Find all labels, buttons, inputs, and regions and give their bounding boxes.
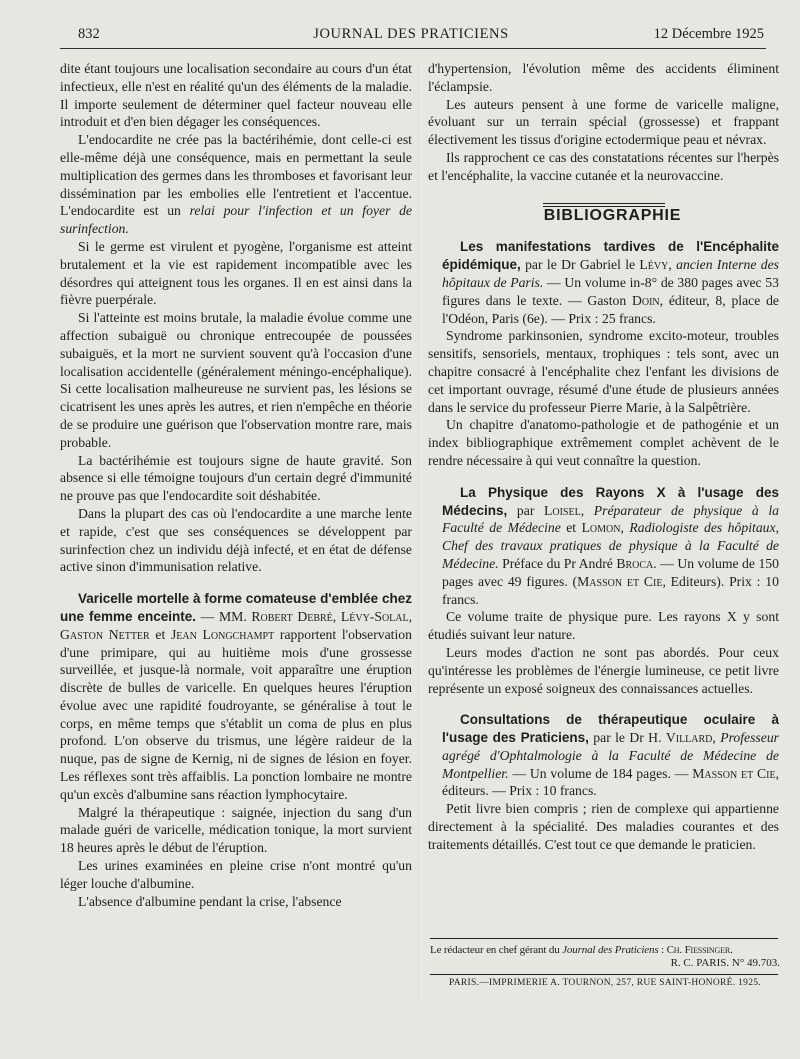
bibliography-entry <box>428 484 779 698</box>
article-title: Varicelle mortelle à forme comateuse d'emblée chez une femme enceinte. <box>60 591 412 624</box>
header-rule <box>60 48 766 49</box>
left-column <box>60 60 412 910</box>
paragraph: Malgré la thérapeutique : saignée, injection du sang d'un malade guéri de varicelle, médication tonique, la mort survient 18 heures après le début de l'éruption. <box>60 804 412 856</box>
paragraph: L'absence d'albumine pendant la crise, l'absence <box>78 893 342 909</box>
footer-rule <box>430 974 778 975</box>
book-title: Consultations de thérapeutique oculaire à l'usage des Praticiens, <box>442 712 779 746</box>
paragraph: d'hypertension, l'évolution même des accidents éliminent l'éclampsie. <box>428 61 779 94</box>
bibliography-entry <box>428 238 779 469</box>
review-text: Syndrome parkinsonien, syndrome excito-moteur, troubles sensitifs, sensoriels, mentaux, trophiques : tels sont, avec un chapitre consacré à l'encéphalite chez l'enfant les divisions de cet important ouvrage, résumé d'une étude de plusieurs années dans le service du professeur Pierre Marie, à la Salpêtrière. <box>428 328 779 415</box>
paragraph: Dans la plupart des cas où l'endocardite a une marche lente et rapide, c'est que ses conséquences se développent par surinfection chez un individu déjà infecté, et en état de défense active sinon d'immunisation relative. <box>60 505 412 575</box>
paragraph: Les auteurs pensent à une forme de varicelle maligne, évoluant sur un terrain spécial (grossesse) et frappant électivement les tissus d'origine ectodermique peau et névrax. <box>428 96 779 148</box>
printer-imprint: PARIS.—IMPRIMERIE A. TOURNON, 257, RUE SAINT-HONORÉ. 1925. <box>449 978 761 988</box>
paragraph: Ils rapprochent ce cas des constatations récentes sur l'herpès et l'encéphalite, la vaccine cutanée et la neurovaccine. <box>428 149 779 183</box>
review-text: Un chapitre d'anatomo-pathologie et de pathogénie et un index bibliographique extrêmement complet achèvent de le rendre nécessaire à qui veut connaître la question. <box>428 417 779 468</box>
column-gutter <box>418 60 419 1000</box>
review-text: Petit livre bien compris ; rien de complexe qui appartienne directement à la spécialité. Des maladies courantes et des traitements détaillés. C'est tout ce que demande le praticien. <box>428 801 779 852</box>
paragraph: La bactérihémie est toujours signe de haute gravité. Son absence si elle témoigne toujours d'un certain degré d'immunité ne prouve pas que l'endocardite soit déshabitée. <box>60 452 412 504</box>
author: Lévy <box>639 257 669 273</box>
author: Loisel <box>544 502 581 518</box>
paragraph: Les urines examinées en pleine crise n'ont montré qu'un léger louche d'albumine. <box>60 858 412 891</box>
footer-rule <box>430 938 778 939</box>
paragraph: Si l'atteinte est moins brutale, la maladie évolue comme une affection subaiguë ou chronique entrecoupée de poussées subaiguës, et la mort ne survient souvent qu'à l'occasion d'une localisation accidentelle (généralement méningo-encéphalique). Si cette localisation malheureuse ne survient pas, les lésions se cicatrisent les unes après les autres, et rien n'empêche en théorie de se produire une guérison que l'observation montre rare, mais probable. <box>60 310 412 450</box>
author: Robert Debré <box>251 608 333 624</box>
review-text: Ce volume traite de physique pure. Les rayons X y sont étudiés suivant leur nature. <box>428 609 779 643</box>
registration-number: R. C. PARIS. N° 49.703. <box>670 957 780 969</box>
editor-credit: Le rédacteur en chef gérant du Journal des Praticiens : Ch. Fiessinger. R. C. PARIS. N° 49.703. <box>430 944 780 969</box>
issue-date: 12 Décembre 1925 <box>653 26 764 42</box>
author: Villard <box>665 730 713 746</box>
page-header <box>58 26 764 46</box>
bibliography-heading: BIBLIOGRAPHIE <box>543 206 682 224</box>
paragraph: dite étant toujours une localisation secondaire au cours d'un état infectieux, elle n'est en réalité qu'un des éléments de la maladie. Il importe seulement de déterminer quel facteur nouveau elle introduit et d'en bien dégager les conséquences. <box>60 61 412 130</box>
review-text: Leurs modes d'action ne sont pas abordés. Pour ceux qu'intéresse les problèmes de l'énergie lumineuse, ce petit livre représente un exposé soigneux des connaissances actuelles. <box>428 644 779 696</box>
entry-citation: Les manifestations tardives de l'Encéphalite épidémique, par le Dr Gabriel le Lévy, ancien Interne des hôpitaux de Paris. — Un volume in-8° de 380 pages avec 53 figures dans le texte. — Gaston Doin, éditeur, 8, place de l'Odéon, Paris (6e). — Prix : 25 francs. <box>442 239 779 326</box>
right-column <box>428 60 779 854</box>
paragraph: Si le germe est virulent et pyogène, l'organisme est atteint brutalement et la vie est rapidement incompatible avec les désordres qui atteignent tous les organes. Il en est ainsi dans la fièvre puerpérale. <box>60 238 412 308</box>
journal-title: JOURNAL DES PRATICIENS <box>313 26 509 42</box>
varicelle-article: Varicelle mortelle à forme comateuse d'emblée chez une femme enceinte. — MM. Robert Debré, Lévy-Solal, Gaston Netter et Jean Longchampt rapportent l'observation d'une primipare, qui au huitième mois d'une grossesse surveillée, et jusque-là normale, voit apparaître une éruption discrète de bulles de varicelle. En quelques heures l'éruption évolue avec une rapidité foudroyante, se généralise à tout le corps, en même temps que s'établit un coma de plus en plus profond. L'on observe du trismus, une légère raideur de la nuque, pas de signe de Kernig, ni de signes de lésion en foyer. Les réflexes sont très affaiblis. La ponction lombaire ne montre qu'un excès d'albumine sans réaction lymphocytaire. <box>60 591 413 802</box>
author: Jean Longchampt <box>170 626 275 642</box>
entry-citation: Consultations de thérapeutique oculaire à l'usage des Praticiens, par le Dr H. Villard, Professeur agrégé d'Ophtalmologie à la Faculté de Médecine de Montpellier. — Un volume de 184 pages. — Masson et Cie, éditeurs. — Prix : 10 francs. <box>442 712 780 799</box>
book-title: La Physique des Rayons X à l'usage des Médecins, <box>442 484 779 518</box>
italic-phrase: relai pour l'infection et un foyer de surinfection. <box>60 203 412 237</box>
paragraph: L'endocardite ne crée pas la bactérihémie, dont celle-ci est elle-même déjà une conséquence, mais en permettant la seule multiplication des germes dans les thromboses et favorisant leur dissémination par les embolies elle l'entretient et l'accentue. L'endocardite est un relai pour l'infection et un foyer de surinfection. <box>60 132 412 237</box>
entry-citation: La Physique des Rayons X à l'usage des Médecins, par Loisel, Préparateur de physique à la Faculté de Médecine et Lomon, Radiologiste des hôpitaux, Chef des travaux pratiques de physique à la Faculté de Médecine. Préface du Pr André Broca. — Un volume de 150 pages avec 49 figures. (Masson et Cie, Editeurs). Prix : 10 francs. <box>442 484 779 607</box>
book-title: Les manifestations tardives de l'Encéphalite épidémique, <box>442 239 779 273</box>
author: Lomon <box>581 520 621 536</box>
author: Gaston Netter <box>60 626 150 642</box>
bibliography-entry <box>428 711 779 853</box>
page-number: 832 <box>78 26 100 42</box>
author: Lévy-Solal <box>340 608 409 624</box>
